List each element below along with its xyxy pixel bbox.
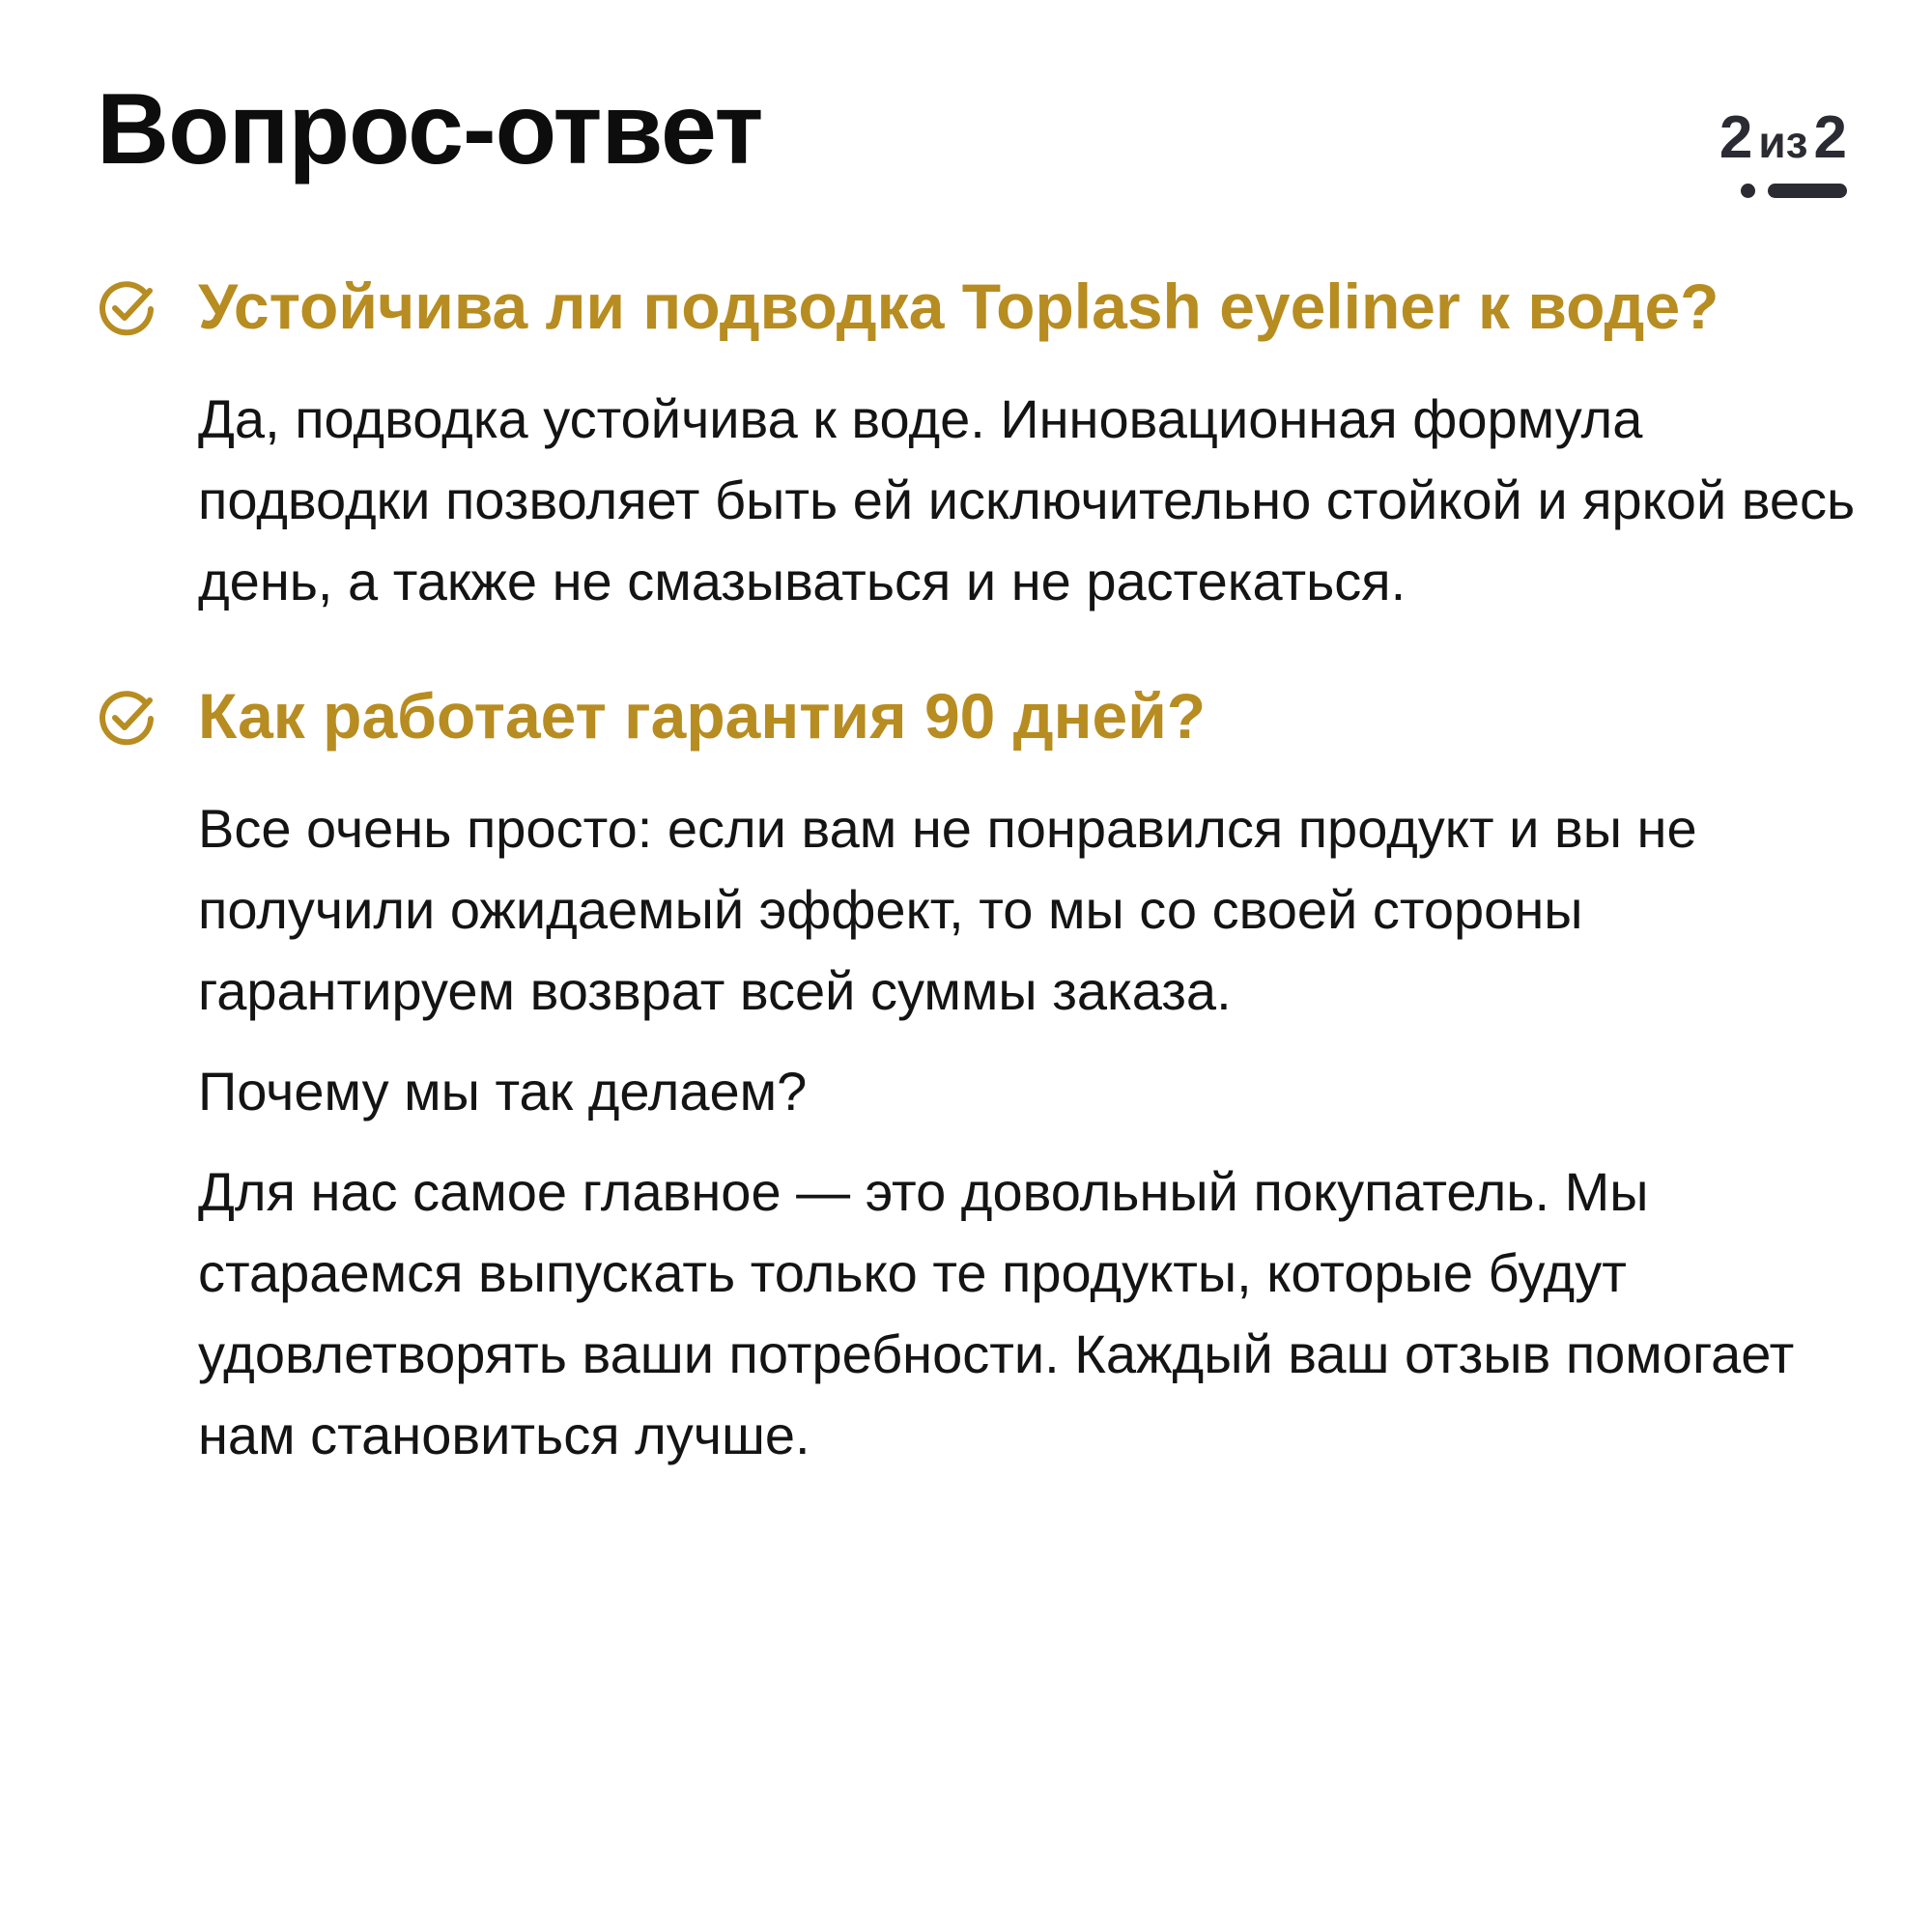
faq-answer-paragraph: Да, подводка устойчива к воде. Инновационная формула подводки позволяет быть ей исключительно стойкой и яркой весь день, а также не смазываться и не растекаться. xyxy=(198,388,1856,611)
faq-item xyxy=(97,263,1874,641)
faq-answer-paragraph: Почему мы так делаем? xyxy=(198,1061,808,1122)
page-separator: из xyxy=(1758,117,1808,167)
faq-item xyxy=(97,672,1874,1495)
check-circle-icon xyxy=(97,689,156,749)
page-total: 2 xyxy=(1813,104,1847,171)
page-indicator-dot xyxy=(1741,184,1755,198)
page-title: Вопрос-ответ xyxy=(97,73,763,185)
page-counter-text xyxy=(1634,104,1847,171)
check-circle-icon xyxy=(97,279,156,339)
faq-answer-paragraph: Все очень просто: если вам не понравился продукт и вы не получили ожидаемый эффект, то мы со своей стороны гарантируем возврат всей суммы заказа. xyxy=(198,798,1697,1021)
faq-question: Устойчива ли подводка Toplash eyeliner к воде? xyxy=(198,270,1719,342)
faq-question-row xyxy=(97,672,1874,759)
page-indicator-active-bar xyxy=(1768,184,1847,198)
page-counter xyxy=(1634,104,1847,171)
faq-answer-paragraph: Для нас самое главное — это довольный покупатель. Мы стараемся выпускать только те продукты, которые будут удовлетворять ваши потребности. Каждый ваш отзыв помогает нам становиться лучше. xyxy=(198,1161,1795,1465)
faq-question: Как работает гарантия 90 дней? xyxy=(198,680,1207,752)
page-indicator xyxy=(1741,184,1847,199)
page-current: 2 xyxy=(1719,104,1753,171)
faq-answer xyxy=(198,788,1874,1476)
faq-question-row xyxy=(97,263,1874,350)
faq-answer xyxy=(198,379,1874,622)
